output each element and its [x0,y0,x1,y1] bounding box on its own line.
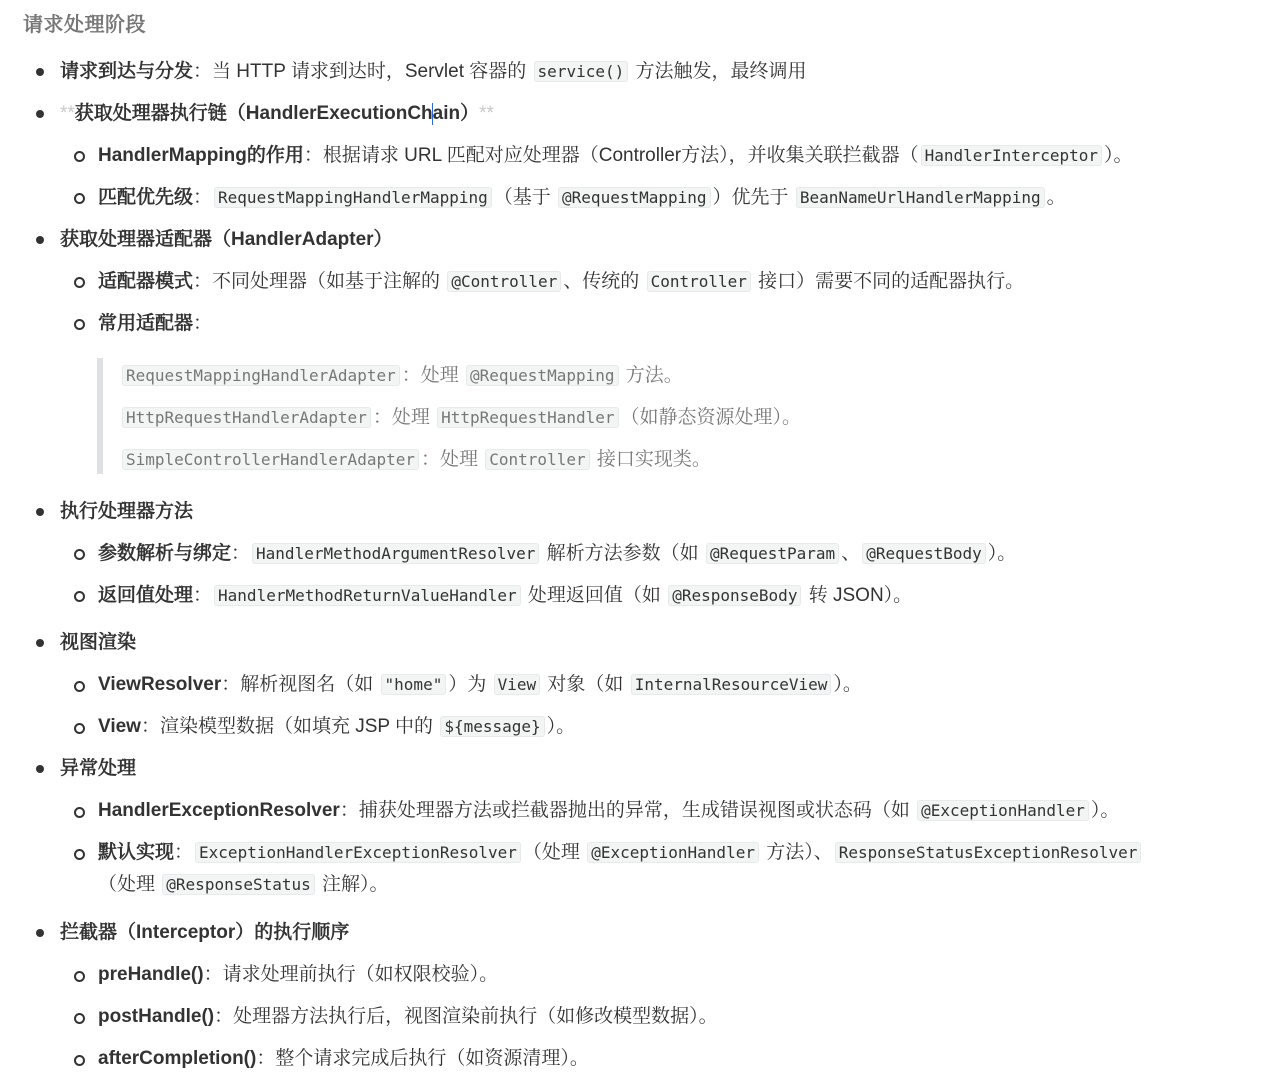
list-item-common-adapters: 常用适配器： [98,313,213,334]
bullet-circle [74,151,85,162]
list-item-prehandle: preHandle()：请求处理前执行（如权限校验）。 [98,964,499,985]
list-item-handler-exception-resolver: HandlerExceptionResolver：捕获处理器方法或拦截器抛出的异常，生成错误视图或状态码（如 @ExceptionHandler ）。 [98,800,1120,821]
inline-code: Controller [485,449,589,470]
inline-code: BeanNameUrlHandlerMapping [796,187,1045,208]
bullet-disc [36,639,44,647]
list-item-aftercompletion: afterCompletion()：整个请求完成后执行（如资源清理）。 [98,1048,589,1069]
inline-code: @RequestParam [706,543,839,564]
inline-code: RequestMappingHandlerAdapter [122,365,400,386]
blockquote-bar [97,358,103,474]
list-item-default-implementation: 默认实现： ExceptionHandlerExceptionResolver （处理 @ExceptionHandler 方法）、 ResponseStatusExceptionResolver [98,838,1143,868]
inline-code: @RequestMapping [558,187,711,208]
inline-code: @ResponseBody [668,585,801,606]
bullet-circle [74,723,85,734]
inline-code: @ExceptionHandler [917,800,1089,821]
bullet-disc [36,508,44,516]
bullet-circle [74,971,85,982]
inline-code: InternalResourceView [631,674,832,695]
inline-code: service() [534,61,629,82]
list-item-matching-priority: 匹配优先级： RequestMappingHandlerMapping （基于 @RequestMapping ）优先于 BeanNameUrlHandlerMapping 。 [98,187,1066,208]
list-item-execute-handler-method: 执行处理器方法 [60,501,194,522]
bullet-circle [74,319,85,330]
list-item-handler-adapter: 获取处理器适配器（HandlerAdapter） [60,229,393,250]
quote-line-simple-controller-handler-adapter: SimpleControllerHandlerAdapter ：处理 Controller 接口实现类。 [120,445,711,475]
bullet-disc [36,765,44,773]
inline-code: ResponseStatusExceptionResolver [835,842,1142,863]
list-item-adapter-pattern: 适配器模式：不同处理器（如基于注解的 @Controller 、传统的 Controller 接口）需要不同的适配器执行。 [98,271,1025,292]
bullet-circle [74,849,85,860]
inline-code: SimpleControllerHandlerAdapter [122,449,419,470]
bullet-disc [36,110,44,118]
bullet-disc [36,68,44,76]
list-item-view-resolver: ViewResolver：解析视图名（如 "home" ）为 View 对象（如 InternalResourceView ）。 [98,674,862,695]
inline-code: @Controller [447,271,561,292]
bullet-disc [36,929,44,937]
bullet-circle [74,591,85,602]
list-item-posthandle: postHandle()：处理器方法执行后，视图渲染前执行（如修改模型数据）。 [98,1006,718,1027]
quote-line-http-request-handler-adapter: HttpRequestHandlerAdapter ：处理 HttpRequestHandler （如静态资源处理）。 [120,403,801,433]
inline-code: HttpRequestHandler [437,407,618,428]
list-item-interceptor-order: 拦截器（Interceptor）的执行顺序 [60,922,350,943]
bullet-circle [74,1013,85,1024]
inline-code: ${message} [440,716,544,737]
bullet-circle [74,193,85,204]
list-item-view: View：渲染模型数据（如填充 JSP 中的 ${message} ）。 [98,716,576,737]
quote-line-request-mapping-adapter: RequestMappingHandlerAdapter ：处理 @RequestMapping 方法。 [120,361,683,391]
inline-code: "home" [381,674,447,695]
inline-code: HttpRequestHandlerAdapter [122,407,371,428]
list-item-default-implementation-continued: （处理 @ResponseStatus 注解）。 [98,874,389,895]
list-item-handler-mapping: HandlerMapping的作用：根据请求 URL 匹配对应处理器（Controller方法），并收集关联拦截器（ HandlerInterceptor ）。 [98,145,1133,166]
list-item-request-dispatch: 请求到达与分发：当 HTTP 请求到达时，Servlet 容器的 service() 方法触发，最终调用 [60,61,807,82]
bullet-circle [74,807,85,818]
bullet-disc [36,236,44,244]
inline-code: HandlerInterceptor [921,145,1102,166]
bullet-circle [74,277,85,288]
bullet-circle [74,549,85,560]
bullet-circle [74,681,85,692]
list-item-argument-resolution: 参数解析与绑定： HandlerMethodArgumentResolver 解析方法参数（如 @RequestParam 、 @RequestBody ）。 [98,543,1017,564]
inline-code: Controller [647,271,751,292]
markdown-asterisks: ** [60,103,75,124]
list-item-view-rendering: 视图渲染 [60,632,137,653]
list-item-handler-execution-chain: **获取处理器执行链（HandlerExecutionChain）** [60,103,494,124]
inline-code: @RequestMapping [466,365,619,386]
inline-code: @ResponseStatus [162,874,315,895]
inline-code: View [494,674,541,695]
inline-code: ExceptionHandlerExceptionResolver [195,842,521,863]
markdown-asterisks: ** [479,103,494,124]
inline-code: HandlerMethodArgumentResolver [252,543,539,564]
inline-code: HandlerMethodReturnValueHandler [214,585,521,606]
list-item-return-value-handling: 返回值处理： HandlerMethodReturnValueHandler 处理返回值（如 @ResponseBody 转 JSON）。 [98,585,913,606]
inline-code: @ExceptionHandler [587,842,759,863]
section-heading: 请求处理阶段 [23,14,146,36]
inline-code: @RequestBody [862,543,986,564]
list-item-exception-handling: 异常处理 [60,758,137,779]
bullet-circle [74,1055,85,1066]
inline-code: RequestMappingHandlerMapping [214,187,492,208]
